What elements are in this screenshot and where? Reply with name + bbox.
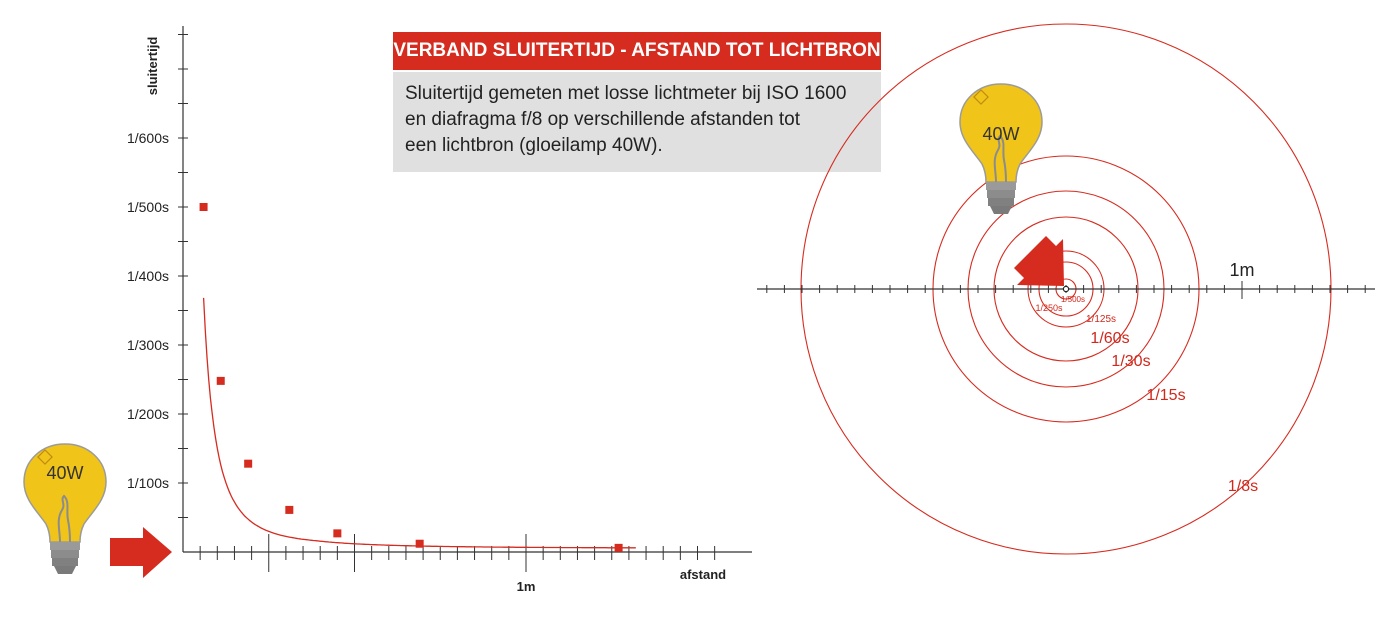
left-labels <box>145 37 726 594</box>
red-arrow-icon <box>110 527 172 578</box>
data-point <box>217 377 225 385</box>
ring-label: 1/250s <box>1035 303 1063 313</box>
ring-label: 1/125s <box>1085 314 1117 325</box>
ring-label: 1/8s <box>1227 478 1259 495</box>
data-point <box>244 460 252 468</box>
left-ticks <box>127 35 715 573</box>
y-tick-label: 1/500s <box>126 199 169 215</box>
y-tick-label: 1/200s <box>126 406 169 422</box>
right-axis-label-1m: 1m <box>1229 260 1255 280</box>
bulb-label: 40W <box>46 463 84 483</box>
ring-label: 1/500s <box>1060 295 1086 304</box>
light-source-point <box>1063 286 1068 291</box>
description-line-2: en diafragma f/8 op verschillende afstanden tot <box>405 109 801 130</box>
right-diagram <box>757 24 1375 554</box>
bulb-label: 40W <box>982 124 1020 144</box>
y-tick-label: 1/100s <box>126 475 169 491</box>
y-axis-label: sluitertijd <box>145 36 160 96</box>
y-tick-label: 1/400s <box>126 268 169 284</box>
light-bulb-icon <box>24 444 106 574</box>
red-arrow-icon <box>1014 236 1064 286</box>
left-axes <box>183 26 752 552</box>
y-tick-label: 1/300s <box>126 337 169 353</box>
ring-label: 1/30s <box>1111 353 1151 370</box>
fit-curve <box>204 298 636 548</box>
data-point <box>333 529 341 537</box>
description-line-3: een lichtbron (gloeilamp 40W). <box>405 135 663 156</box>
x-axis-label: afstand <box>679 567 727 582</box>
description-line-1: Sluitertijd gemeten met losse lichtmeter bij ISO 1600 <box>405 83 847 104</box>
data-point <box>416 540 424 548</box>
data-point <box>615 544 623 552</box>
x-tick-label-1m: 1m <box>516 579 536 594</box>
chart-title: VERBAND SLUITERTIJD - AFSTAND TOT LICHTBRON <box>393 40 881 61</box>
data-points <box>200 203 623 552</box>
ring-label: 1/15s <box>1146 387 1186 404</box>
y-tick-label: 1/600s <box>126 130 169 146</box>
ring-labels <box>1035 295 1258 495</box>
ring-label: 1/60s <box>1090 330 1130 347</box>
data-point <box>285 506 293 514</box>
left-chart <box>127 26 752 594</box>
data-point <box>200 203 208 211</box>
